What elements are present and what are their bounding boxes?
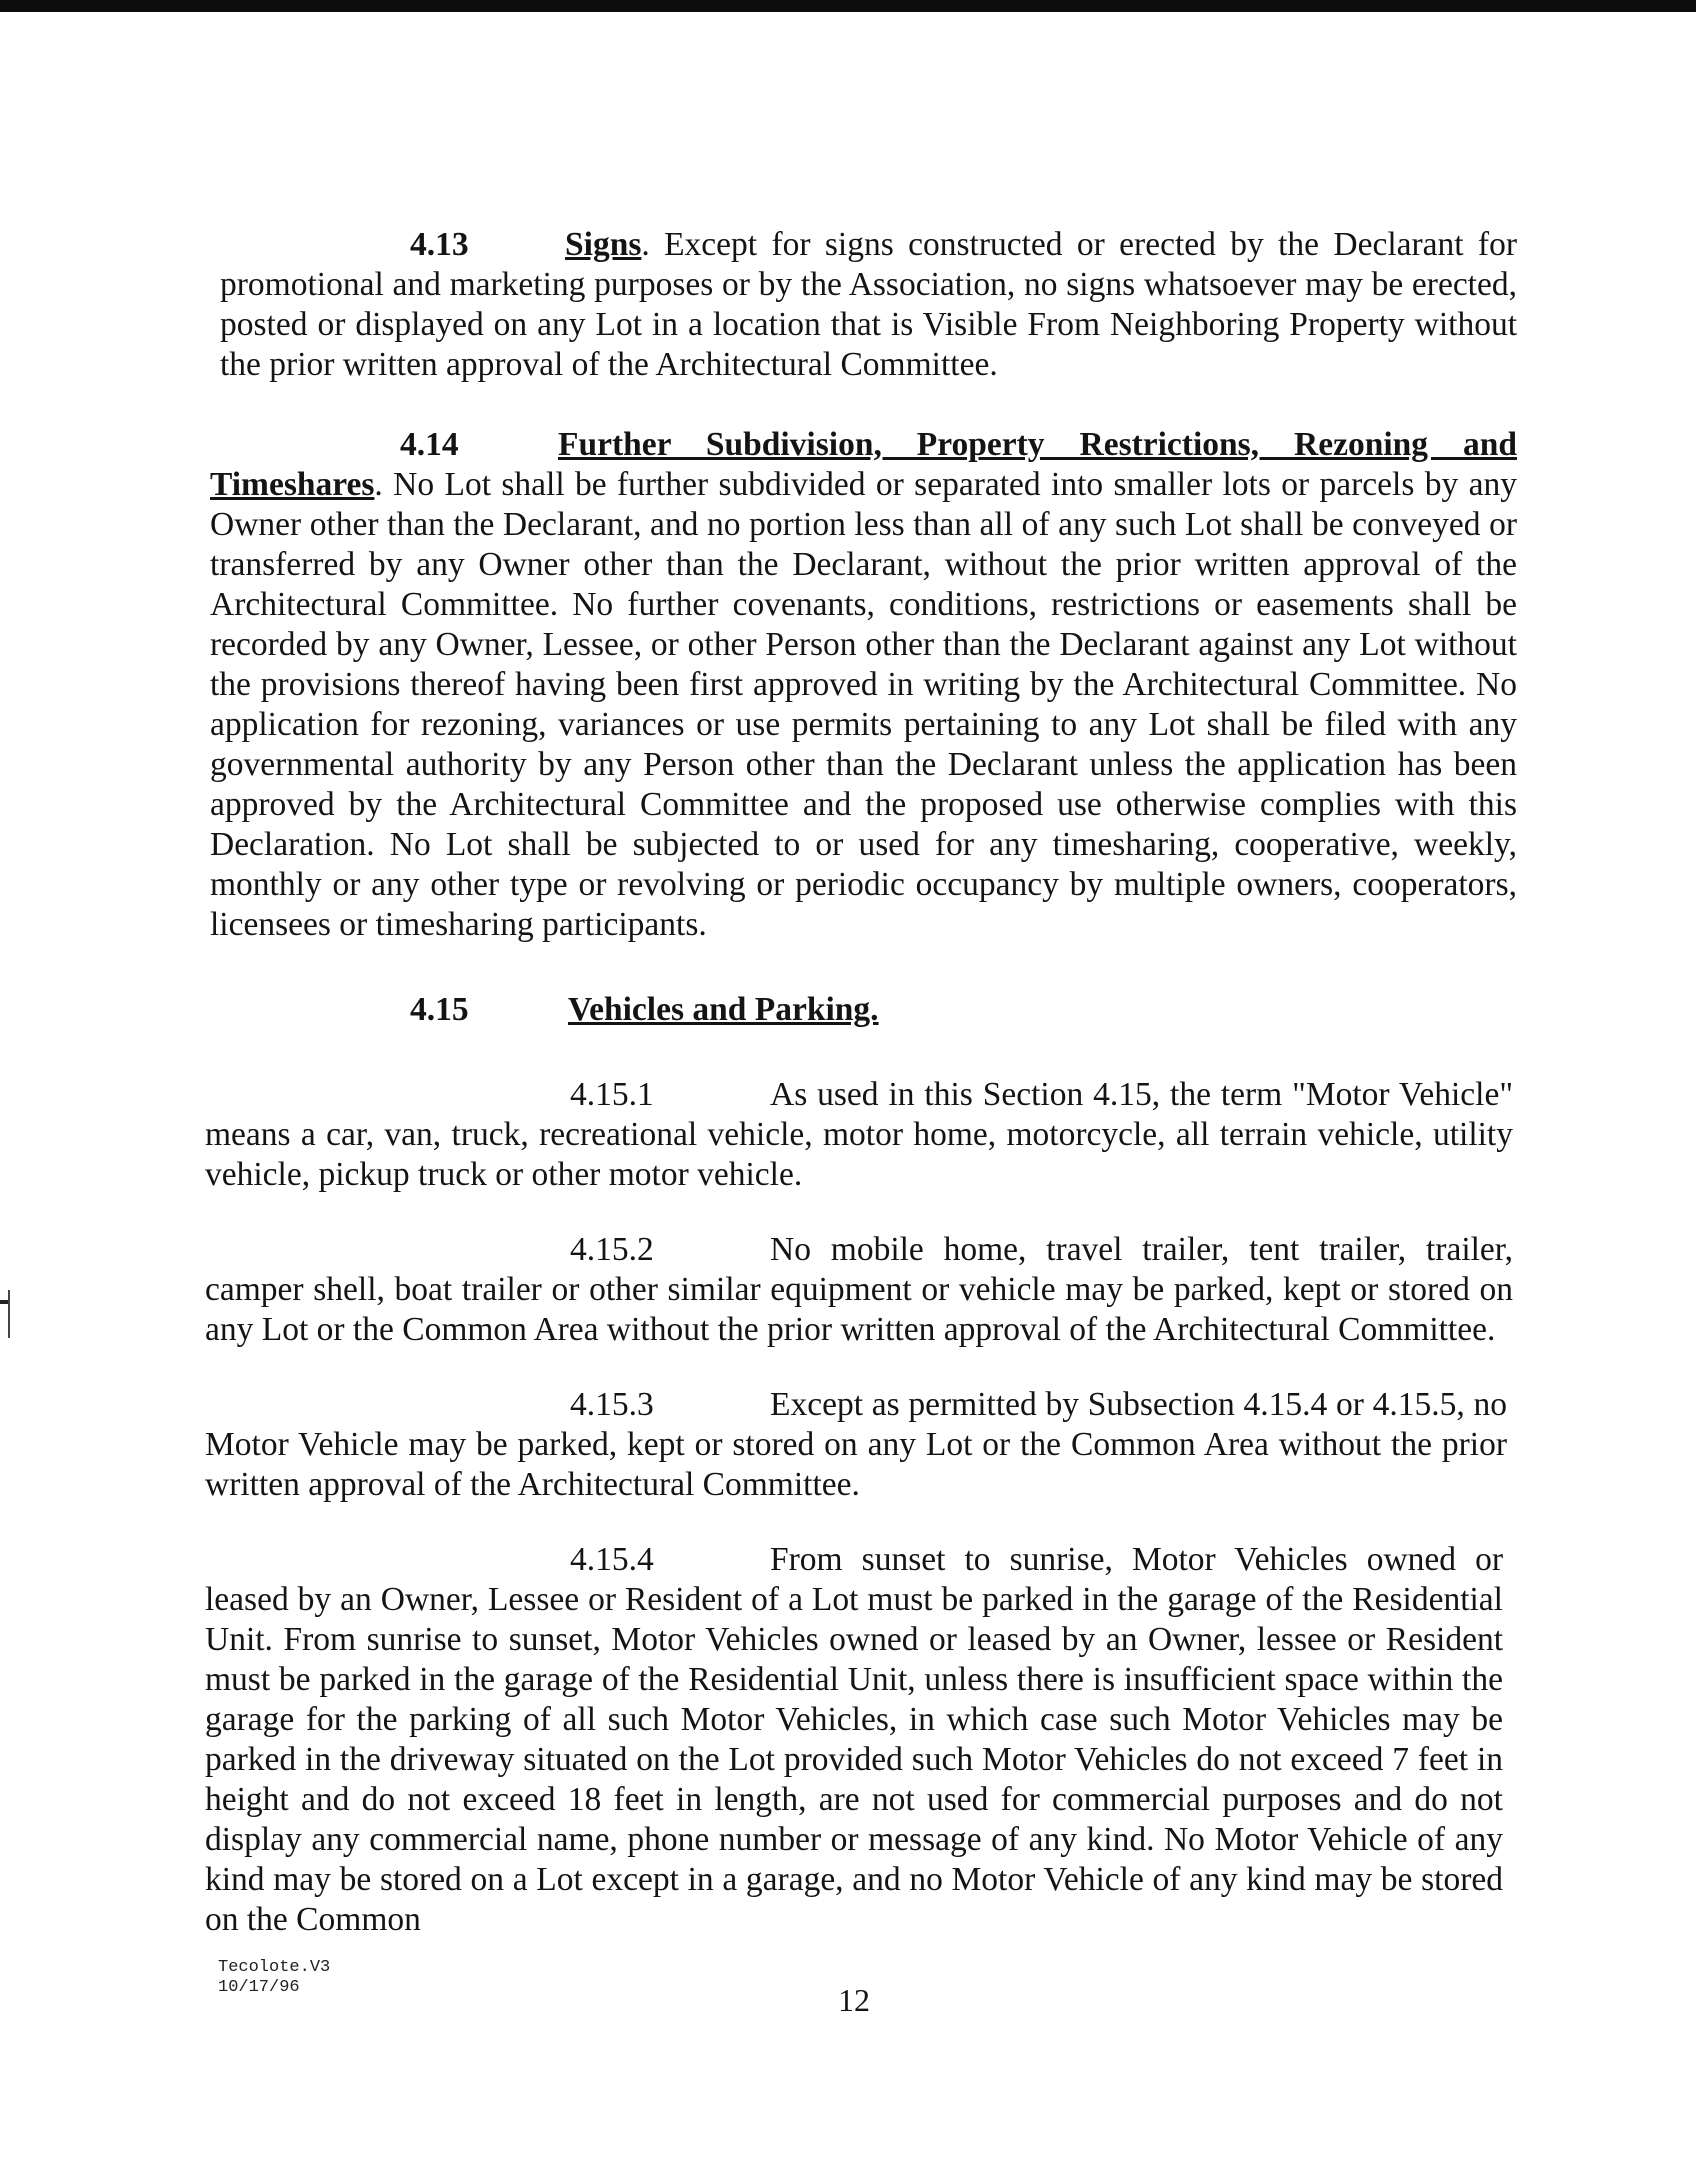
footer-date: 10/17/96 bbox=[218, 1978, 300, 1997]
subsection-body: From sunset to sunrise, Motor Vehicles owned or leased by an Owner, Lessee or Resident of a Lot must be parked in the garage of the Residential Unit. From sunrise to sunset, Motor Vehicles owned or leased by an Owner, lessee or Resident must be parked in the garage of the Residential Unit, unless there is insufficient space within the garage for the parking of all such Motor Vehicles, in which case such Motor Vehicles may be parked in the driveway situated on the Lot provided such Motor Vehicles do not exceed 7 feet in height and do not exceed 18 feet in length, are not used for commercial purposes and do not display any commercial name, phone number or message of any kind. No Motor Vehicle of any kind may be stored on a Lot except in a garage, and no Motor Vehicle of any kind may be stored on the Common bbox=[205, 1541, 1503, 1938]
footer-doc-info bbox=[218, 1958, 330, 1998]
section-number: 4.15 bbox=[410, 991, 469, 1028]
subsection-body: As used in this Section 4.15, the term "Motor Vehicle" means a car, van, truck, recreational vehicle, motor home, motorcycle, all terrain vehicle, utility vehicle, pickup truck or other motor vehicle. bbox=[205, 1076, 1513, 1193]
section-4-15 bbox=[410, 990, 1210, 1030]
section-heading: Vehicles and Parking. bbox=[568, 991, 879, 1028]
subsection-number: 4.15.1 bbox=[570, 1076, 654, 1113]
subsection-4-15-2 bbox=[205, 1230, 1513, 1350]
section-heading: Further Subdivision, Property Restrictions, Rezoning and Timeshares bbox=[210, 426, 1517, 503]
subsection-4-15-3 bbox=[205, 1385, 1507, 1505]
section-body: . No Lot shall be further subdivided or separated into smaller lots or parcels by any Owner other than the Declarant, and no portion less than all of any such Lot shall be conveyed or transferred by any Owner other than the Declarant, without the prior written approval of the Architectural Committee. No further covenants, conditions, restrictions or easements shall be recorded by any Owner, Lessee, or other Person other than the Declarant against any Lot without the provisions thereof having been first approved in writing by the Architectural Committee. No application for rezoning, variances or use permits pertaining to any Lot shall be filed with any governmental authority by any Person other than the Declarant unless the application has been approved by the Architectural Committee and the proposed use otherwise complies with this Declaration. No Lot shall be subjected to or used for any timesharing, cooperative, weekly, monthly or any other type or revolving or periodic occupancy by multiple owners, cooperators, licensees or timesharing participants. bbox=[210, 466, 1517, 943]
section-4-13 bbox=[220, 225, 1517, 385]
subsection-body: No mobile home, travel trailer, tent trailer, trailer, camper shell, boat trailer or other similar equipment or vehicle may be parked, kept or stored on any Lot or the Common Area without the prior written approval of the Architectural Committee. bbox=[205, 1231, 1513, 1348]
section-4-14 bbox=[210, 425, 1517, 945]
subsection-number: 4.15.4 bbox=[570, 1541, 654, 1578]
section-number: 4.13 bbox=[410, 226, 469, 263]
subsection-body: Except as permitted by Subsection 4.15.4 or 4.15.5, no Motor Vehicle may be parked, kept or stored on any Lot or the Common Area without the prior written approval of the Architectural Committee. bbox=[205, 1386, 1507, 1503]
section-body: . Except for signs constructed or erected by the Declarant for promotional and marketing purposes or by the Association, no signs whatsoever may be erected, posted or displayed on any Lot in a location that is Visible From Neighboring Property without the prior written approval of the Architectural Committee. bbox=[220, 226, 1517, 383]
scan-top-edge bbox=[0, 0, 1696, 12]
page-number: 12 bbox=[838, 1982, 870, 2018]
subsection-4-15-4 bbox=[205, 1540, 1503, 1940]
section-heading: Signs bbox=[565, 226, 642, 263]
subsection-4-15-1 bbox=[205, 1075, 1513, 1195]
subsection-number: 4.15.2 bbox=[570, 1231, 654, 1268]
subsection-number: 4.15.3 bbox=[570, 1386, 654, 1423]
section-number: 4.14 bbox=[400, 426, 459, 463]
scan-margin-mark-vertical bbox=[8, 1290, 10, 1338]
footer-doc-id: Tecolote.V3 bbox=[218, 1958, 331, 1977]
